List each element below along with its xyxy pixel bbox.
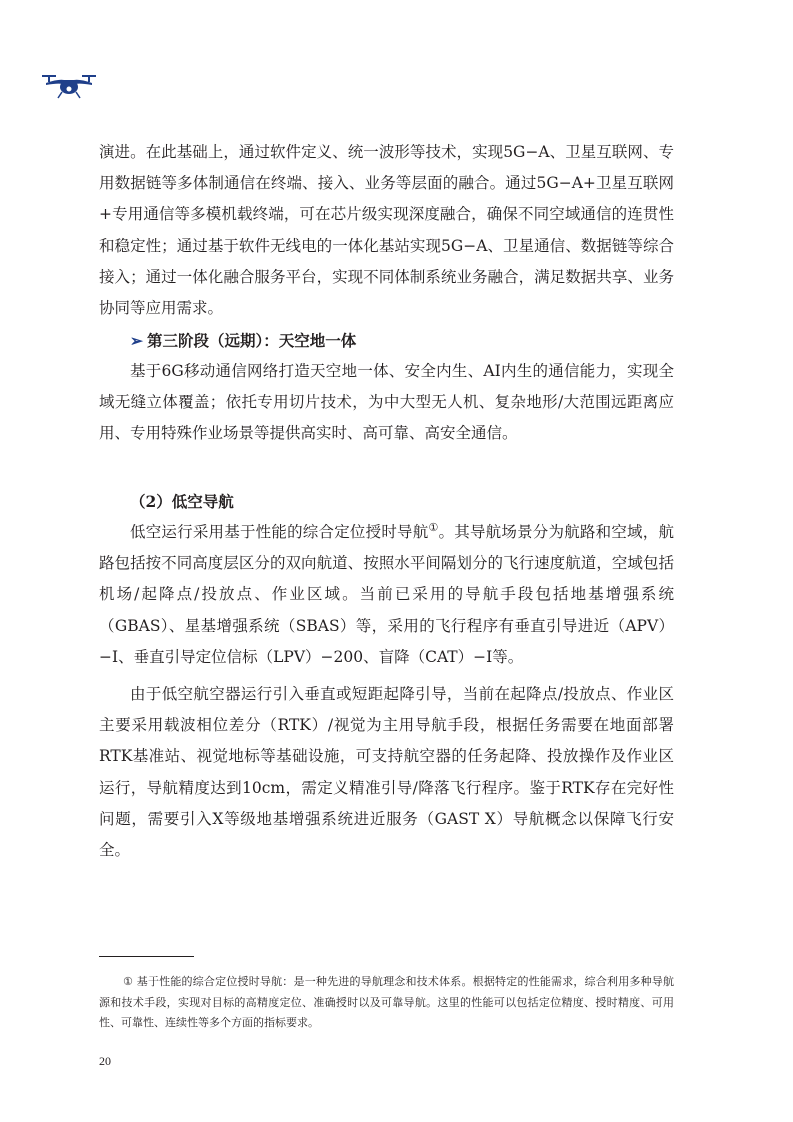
stage-three-heading <box>130 325 356 356</box>
paragraph-intro: 演进。在此基础上，通过软件定义、统一波形等技术，实现5G−A、卫星互联网、专用数据链等多体制通信在终端、接入、业务等层面的融合。通过5G−A+卫星互联网+专用通信等多模机载终端，可在芯片级实现深度融合，确保不同空域通信的连贯性和稳定性；通过基于软件无线电的一体化基站实现5G−A、卫星通信、数据链等综合接入；通过一体化融合服务平台，实现不同体制系统业务融合，满足数据共享、业务协同等应用需求。 <box>99 143 674 318</box>
paragraph-navigation <box>99 517 674 673</box>
section-heading-navigation: （2）低空导航 <box>130 492 234 511</box>
drone-icon <box>40 70 98 100</box>
footnote-text: ① 基于性能的综合定位授时导航：是一种先进的导航理念和技术体系。根据特定的性能需求，综合利用多种导航源和技术手段，实现对目标的高精度定位、准确授时以及可靠导航。这里的性能可以包括定位精度、授时精度、可用性、可靠性、连续性等多个方面的指标要求。 <box>99 975 674 1029</box>
arrow-bullet-icon: ➢ <box>130 331 143 350</box>
paragraph-stage-three: 基于6G移动通信网络打造天空地一体、安全内生、AI内生的通信能力，实现全域无缝立体覆盖；依托专用切片技术，为中大型无人机、复杂地形/大范围远距离应用、专用特殊作业场景等提供高实时、高可靠、高安全通信。 <box>99 362 674 443</box>
footnote-divider <box>99 956 194 957</box>
stage-three-title: 第三阶段（远期）：天空地一体 <box>147 331 357 350</box>
paragraph-rtk: 由于低空航空器运行引入垂直或短距起降引导，当前在起降点/投放点、作业区主要采用载波相位差分（RTK）/视觉为主用导航手段，根据任务需要在地面部署RTK基准站、视觉地标等基础设施，可支持航空器的任务起降、投放操作及作业区运行，导航精度达到10cm，需定义精准引导/降落飞行程序。鉴于RTK存在完好性问题，需要引入X等级地基增强系统进近服务（GAST X）导航概念以保障飞行安全。 <box>99 685 674 860</box>
page-number: 20 <box>99 1054 111 1068</box>
footnote-ref-marker[interactable]: ① <box>428 521 439 534</box>
paragraph-navigation-part-a: 低空运行采用基于性能的综合定位授时导航 <box>130 523 429 541</box>
paragraph-navigation-part-b: 。其导航场景分为航路和空域，航路包括按不同高度层区分的双向航道、按照水平间隔划分的飞行速度航道，空域包括机场/起降点/投放点、作业区域。当前已采用的导航手段包括地基增强系统（GBAS）、星基增强系统（SBAS）等，采用的飞行程序有垂直引导进近（APV）−I、垂直引导定位信标（LPV）−200、盲降（CAT）−I等。 <box>99 523 674 666</box>
